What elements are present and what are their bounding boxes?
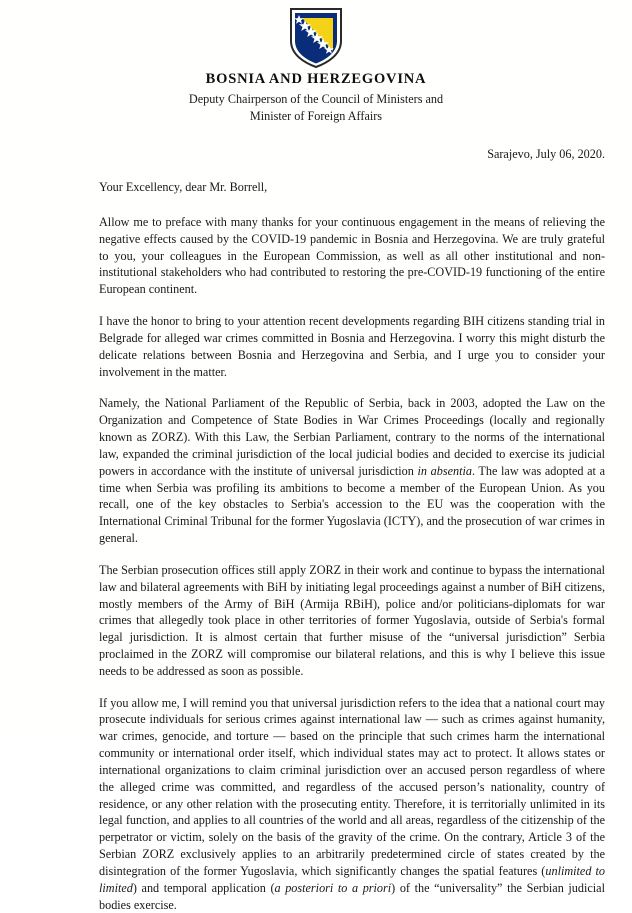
paragraph-2: I have the honor to bring to your attention recent developments regarding BIH citizens standing trial in Belgrade for alleged war crimes committed in Bosnia and Herzegovina. I worry this might disturb the delicate relations between Bosnia and Herzegovina and Serbia, and I urge you to consider your involvement in the matter.	[99, 314, 605, 379]
paragraph-5	[99, 695, 605, 913]
letterhead-title-line-2: Minister of Foreign Affairs	[249, 109, 383, 124]
paragraph-5-italic-2: a posteriori to a priori	[274, 880, 392, 895]
paragraph-3	[99, 395, 605, 546]
paragraph-3-italic-1: in absentia	[417, 463, 472, 478]
paragraph-5-part-2: ) and temporal application (	[132, 880, 275, 895]
letterhead	[0, 71, 632, 125]
paragraph-4: The Serbian prosecution offices still apply ZORZ in their work and continue to bypass the international law and bilateral agreements with BiH by initiating legal proceedings against a number of BiH citizens, mostly members of the Army of BiH (Armija RBiH), police and/or politicians-diplomats for war crimes that allegedly took place in other territories of former Yugoslavia, outside of Serbia's formal legal jurisdiction. It is almost certain that further misuse of the “universal jurisdiction” Serbia proclaimed in the ZORZ will compromise our bilateral relations, and this is why I believe this issue needs to be addressed as soon as possible.	[99, 562, 605, 678]
paragraph-5-part-3: ) of the “universality” the Serbian judicial bodies exercise.	[99, 880, 605, 912]
paragraph-5-italic-1: unlimited to limited	[99, 863, 605, 895]
emblem-container	[0, 0, 632, 69]
paragraph-3-part-2: . The law was adopted at a time when Serbia was profiling its ambitions to become a member of the European Union. As you recall, one of the key obstacles to Serbia's accession to the EU was the cooperation with the International Criminal Tribunal for the former Yugoslavia (ICTY), and the prosecution of war crimes in general.	[99, 463, 605, 546]
letterhead-country: BOSNIA AND HERZEGOVINA	[205, 71, 427, 87]
paragraph-3-part-1: Namely, the National Parliament of the Republic of Serbia, back in 2003, adopted the Law on the Organization and Competence of State Bodies in War Crimes Proceedings (locally and regionally known as ZORZ). With this Law, the Serbian Parliament, contrary to the norms of the international law, expanded the criminal jurisdiction of the local judicial bodies and decided to exercise its judicial powers in accordance with the institute of universal jurisdiction	[99, 396, 605, 478]
salutation: Your Excellency, dear Mr. Borrell,	[99, 179, 268, 194]
letterhead-title-line-1: Deputy Chairperson of the Council of Ministers and	[188, 92, 444, 106]
letter-body	[0, 180, 632, 913]
paragraph-5-part-1: If you allow me, I will remind you that universal jurisdiction refers to the idea that a national court may prosecute individuals for serious crimes against international law — such as crimes against humanity, war crimes, genocide, and torture — based on the principle that such crimes harm the international community or international order itself, which individual states may act to protect. It allows states or international organizations to claim criminal jurisdiction over an accused person regardless of where the alleged crime was committed, and regardless of the accused person’s nationality, country of residence, or any other relation with the prosecuting entity. Therefore, it is territorially unlimited in its legal function, and applies to all countries of the world and all areas, regardless of the citizenship of the perpetrator or victim, solely on the basis of the gravity of the crime. On the contrary, Article 3 of the Serbian ZORZ exclusively applies to an arbitrarily predetermined circle of states created by the disintegration of the former Yugoslavia, which significantly changes the spatial features (	[99, 695, 605, 878]
paragraph-1: Allow me to preface with many thanks for your continuous engagement in the means of relieving the negative effects caused by the COVID-19 pandemic in Bosnia and Herzegovina. We are truly grateful to you, your colleagues in the European Commission, as well as all other institutional and non-institutional stakeholders who had contributed to restoring the pre-COVID-19 functioning of the entire European continent.	[99, 214, 605, 297]
bosnia-herzegovina-coat-of-arms-icon	[289, 7, 343, 69]
dateline: Sarajevo, July 06, 2020.	[487, 146, 605, 161]
